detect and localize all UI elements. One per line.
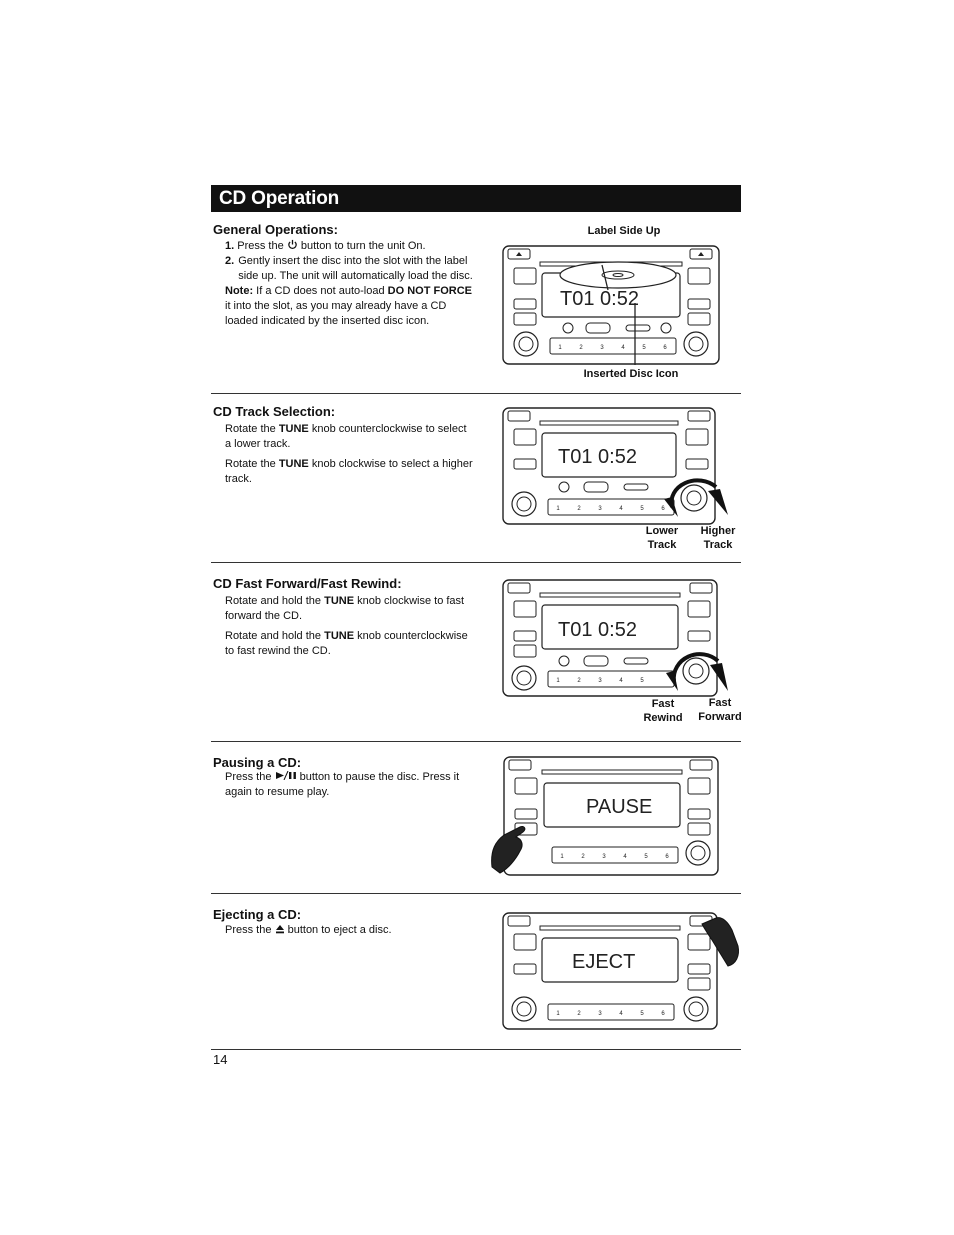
track-p2-post: knob clockwise to select a higher track. — [225, 458, 473, 485]
svg-text:2: 2 — [577, 678, 581, 684]
fast-forward-line2: Forward — [698, 711, 742, 723]
svg-text:4: 4 — [619, 678, 623, 684]
display-readout: T01 0:52 — [558, 446, 637, 468]
section-divider — [211, 1049, 741, 1050]
svg-text:2: 2 — [581, 854, 585, 860]
svg-text:5: 5 — [644, 854, 648, 860]
fast-rewind-line1: Fast — [651, 698, 675, 710]
svg-text:3: 3 — [598, 1011, 602, 1017]
display-readout: T01 0:52 — [560, 288, 639, 310]
pausing-body — [225, 770, 475, 800]
svg-text:2: 2 — [577, 1011, 581, 1017]
section-divider — [211, 893, 741, 894]
note-label: Note: — [225, 285, 254, 297]
car-radio-unit — [502, 579, 730, 699]
eject-text-post: button to eject a disc. — [287, 924, 392, 936]
svg-text:6: 6 — [665, 854, 669, 860]
radio-illustration-general — [502, 245, 720, 370]
step1-text-post: button to turn the unit On. — [300, 240, 426, 252]
page-number: 14 — [213, 1052, 228, 1067]
ffrw-p1-pre: Rotate and hold the — [225, 595, 322, 607]
track-p1-pre: Rotate the — [225, 423, 276, 435]
car-radio-unit — [502, 912, 742, 1032]
tune-keyword: TUNE — [324, 630, 355, 642]
svg-text:5: 5 — [642, 345, 646, 351]
inserted-disc-icon-callout: Inserted Disc Icon — [583, 368, 679, 380]
fast-forward-rewind-body — [225, 594, 475, 664]
fast-forward-line1: Fast — [708, 697, 732, 709]
eject-icon — [275, 924, 285, 934]
svg-text:5: 5 — [640, 1011, 644, 1017]
ejecting-heading: Ejecting a CD: — [213, 907, 302, 922]
label-side-up-callout: Label Side Up — [587, 225, 661, 237]
car-radio-unit — [490, 755, 722, 879]
step-number: 2. — [225, 255, 235, 267]
section-banner — [211, 185, 741, 212]
svg-text:1: 1 — [556, 506, 560, 512]
general-operations-body — [225, 239, 475, 329]
track-selection-body — [225, 422, 475, 492]
step2-text: Gently insert the disc into the slot with the label side up. The unit will automatically load the disc. — [238, 255, 473, 282]
svg-text:5: 5 — [640, 506, 644, 512]
car-radio-unit — [502, 407, 730, 527]
svg-text:1: 1 — [560, 854, 564, 860]
svg-text:6: 6 — [661, 506, 665, 512]
ffrw-p1-post: knob clockwise to fast forward the CD. — [225, 595, 465, 622]
svg-text:4: 4 — [619, 1011, 623, 1017]
tune-keyword: TUNE — [324, 595, 355, 607]
svg-text:3: 3 — [598, 506, 602, 512]
note-warning: DO NOT FORCE — [387, 285, 472, 297]
lower-track-line1: Lower — [645, 525, 679, 537]
radio-illustration-eject — [502, 912, 742, 1037]
section-divider — [211, 393, 741, 394]
pause-text-post: button to pause the disc. Press it again to resume play. — [225, 771, 460, 798]
svg-text:3: 3 — [600, 345, 604, 351]
tune-keyword: TUNE — [278, 458, 309, 470]
display-readout: EJECT — [572, 951, 636, 973]
ffrw-p2-post: knob counterclockwise to fast rewind the CD. — [225, 630, 468, 657]
svg-text:2: 2 — [579, 345, 583, 351]
svg-text:6: 6 — [661, 1011, 665, 1017]
svg-text:3: 3 — [602, 854, 606, 860]
pausing-heading: Pausing a CD: — [213, 755, 302, 770]
fast-rewind-line2: Rewind — [643, 712, 683, 724]
svg-text:5: 5 — [640, 678, 644, 684]
step1-text-pre: Press the — [237, 240, 284, 252]
svg-text:4: 4 — [621, 345, 625, 351]
note-text-pre: If a CD does not auto-load — [256, 285, 385, 297]
power-icon — [287, 239, 298, 250]
general-operations-heading: General Operations: — [213, 222, 338, 237]
note-text-post: it into the slot, as you may already have a CD loaded indicated by the inserted disc icon. — [225, 300, 447, 327]
tune-keyword: TUNE — [278, 423, 309, 435]
higher-track-line2: Track — [703, 539, 733, 551]
play-pause-icon — [275, 771, 297, 780]
radio-illustration-track — [502, 407, 730, 532]
svg-text:1: 1 — [556, 1011, 560, 1017]
lower-track-line2: Track — [647, 539, 677, 551]
step-number: 1. — [225, 240, 235, 252]
display-readout: PAUSE — [586, 796, 653, 818]
section-divider — [211, 741, 741, 742]
track-p2-pre: Rotate the — [225, 458, 276, 470]
car-radio-unit — [502, 245, 720, 365]
track-selection-heading: CD Track Selection: — [213, 404, 336, 419]
svg-text:4: 4 — [619, 506, 623, 512]
svg-text:4: 4 — [623, 854, 627, 860]
svg-text:6: 6 — [663, 345, 667, 351]
radio-illustration-pause — [490, 755, 722, 884]
radio-illustration-ffrw — [502, 579, 730, 704]
svg-text:1: 1 — [558, 345, 562, 351]
ffrw-p2-pre: Rotate and hold the — [225, 630, 322, 642]
section-divider — [211, 562, 741, 563]
display-readout: T01 0:52 — [558, 619, 637, 641]
track-p1-post: knob counterclockwise to select a lower track. — [225, 423, 467, 450]
fast-forward-rewind-heading: CD Fast Forward/Fast Rewind: — [213, 576, 402, 591]
eject-text-pre: Press the — [225, 924, 272, 936]
page-title: CD Operation — [219, 188, 340, 209]
pause-text-pre: Press the — [225, 771, 272, 783]
higher-track-line1: Higher — [700, 525, 736, 537]
svg-text:3: 3 — [598, 678, 602, 684]
svg-text:2: 2 — [577, 506, 581, 512]
svg-text:1: 1 — [556, 678, 560, 684]
ejecting-body — [225, 923, 475, 938]
